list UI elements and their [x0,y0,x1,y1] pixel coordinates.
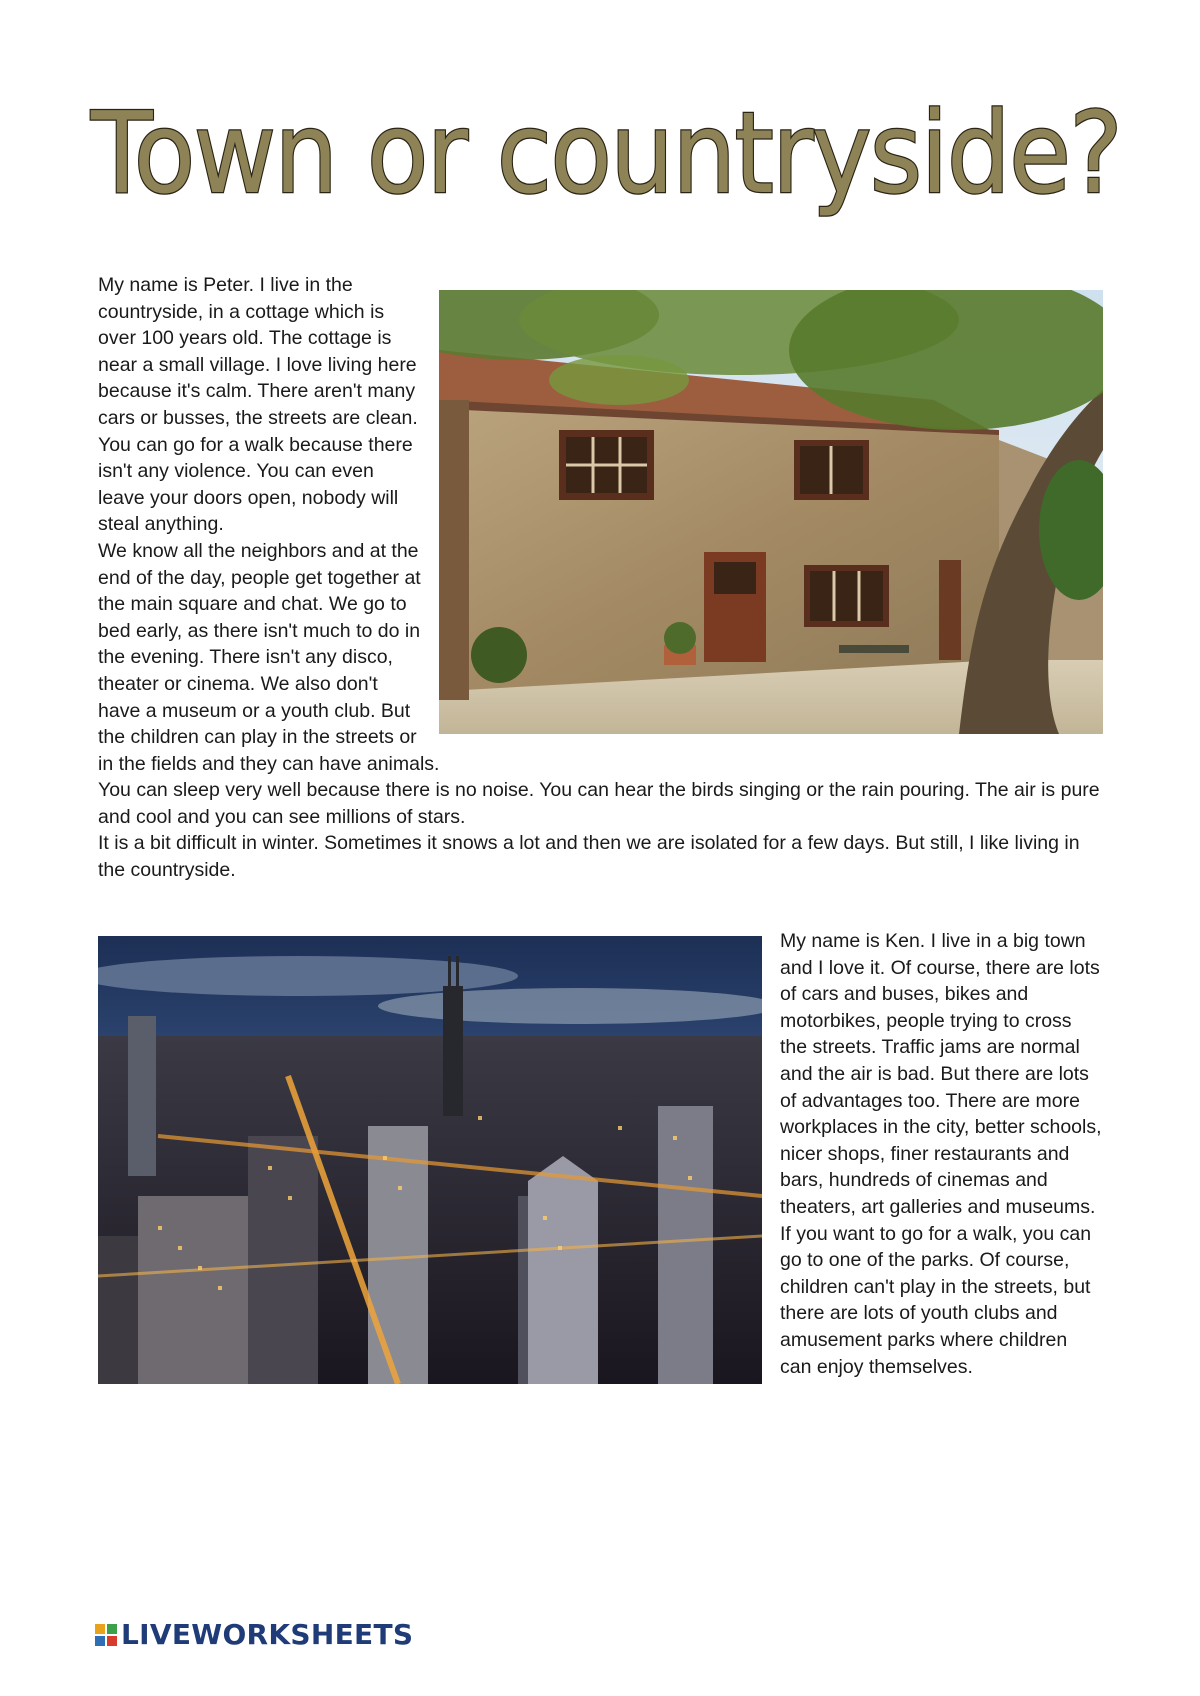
city-photo [98,936,762,1384]
peter-paragraph-2: We know all the neighbors and at the end of the day, people get together at the main square and chat. We go to bed early, as there isn't much to do in the evening. There isn't any disco, theater or cinema. We also don't have a museum or a youth club. But the children can play in the streets or in the fields and they can have animals. [98,539,440,775]
liveworksheets-logo-icon [95,1624,117,1646]
peter-paragraph-1: My name is Peter. I live in the countryside, in a cottage which is over 100 years old. The cottage is near a small village. I love living here because it's calm. There aren't many cars or busses, the streets are clean. You can go for a walk because there isn't any violence. You can even leave your doors open, nobody will steal anything. [98,274,418,536]
worksheet-title [85,82,1125,222]
title-text: Town or countryside? [90,89,1122,219]
peter-paragraph-3: You can sleep very well because there is no noise. You can hear the birds singing or the rain pouring. The air is pure and cool and you can see millions of stars. [98,779,1100,828]
ken-paragraph-1: My name is Ken. I live in a big town and I love it. Of course, there are lots of cars and buses, bikes and motorbikes, people trying to cross the streets. Traffic jams are normal and the air is bad. But there are lots of advantages too. There are more workplaces in the city, better schools, nicer shops, finer restaurants and bars, hundreds of cinemas and theaters, art galleries and museums. If you want to go for a walk, you can go to one of the parks. Of course, children can't play in the streets, but there are lots of youth clubs and amusement parks where children can enjoy themselves. [780,930,1102,1378]
liveworksheets-logo [95,1618,413,1651]
peter-section [98,272,1103,884]
ken-section [98,928,1103,1390]
peter-paragraph-4: It is a bit difficult in winter. Sometimes it snows a lot and then we are isolated for a few days. But still, I like living in the countryside. [98,832,1080,882]
logo-text: LIVEWORKSHEETS [121,1618,414,1651]
cottage-photo [439,290,1103,734]
